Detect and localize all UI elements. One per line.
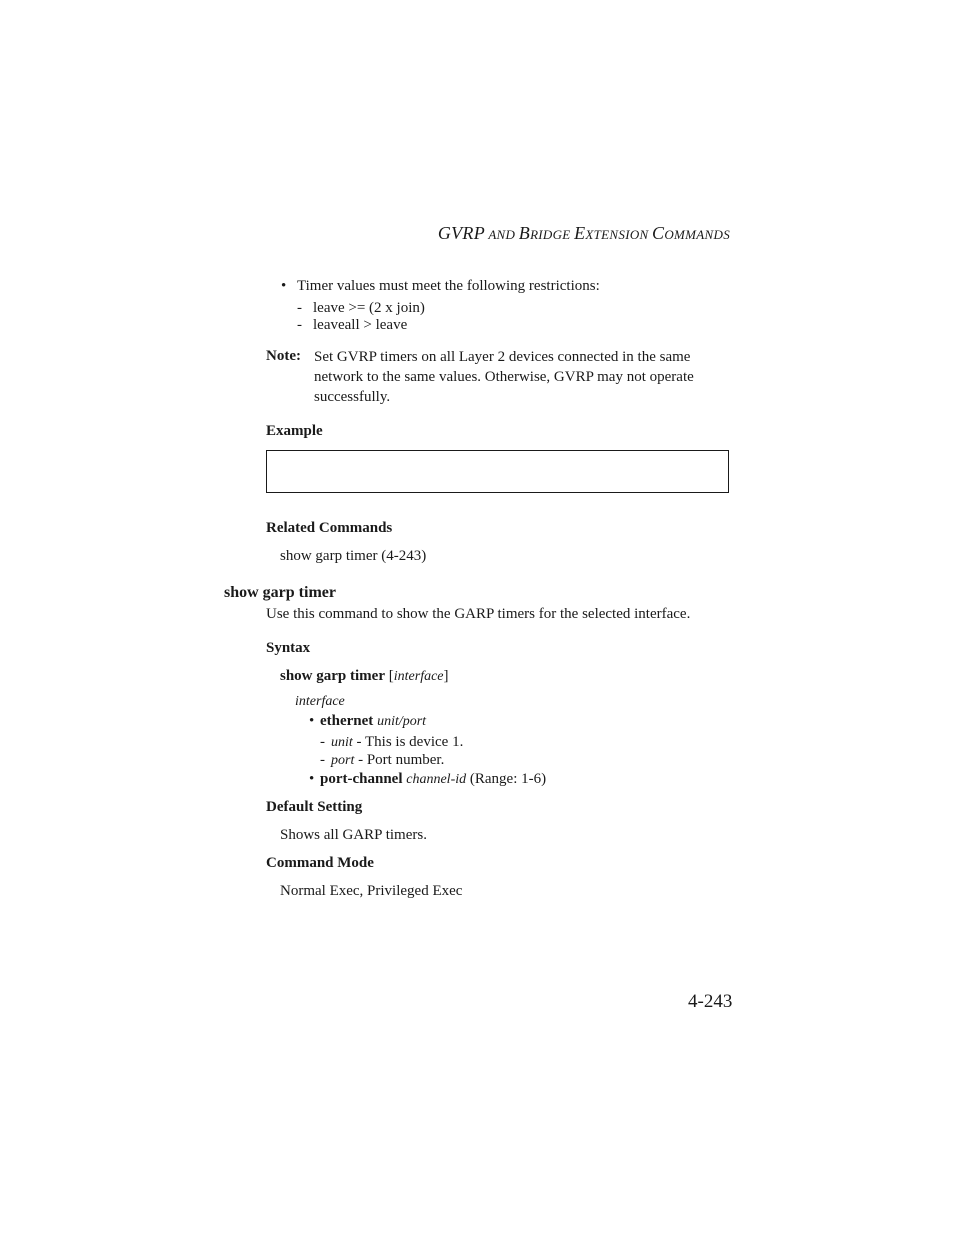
- port-channel-keyword: port-channel: [320, 771, 403, 787]
- ethernet-option: [320, 712, 426, 731]
- command-description: Use this command to show the GARP timers for the selected interface.: [266, 606, 691, 622]
- port-channel-range: (Range: 1-6): [466, 771, 547, 787]
- dash-icon: -: [320, 734, 325, 750]
- syntax-param: interface: [393, 669, 444, 684]
- header-and: AND: [485, 227, 519, 242]
- syntax-line: [280, 667, 449, 686]
- port-desc: - Port number.: [354, 752, 445, 768]
- restrictions-intro: Timer values must meet the following restrictions:: [297, 278, 600, 294]
- default-setting-heading: Default Setting: [266, 799, 363, 815]
- dash-icon: -: [297, 317, 302, 333]
- header-ommands: OMMANDS: [664, 227, 730, 242]
- bullet-icon: •: [309, 713, 315, 729]
- example-heading: Example: [266, 423, 323, 439]
- note-label: Note:: [266, 348, 301, 364]
- running-header: [438, 223, 730, 245]
- related-commands-heading: Related Commands: [266, 520, 393, 536]
- header-gvrp: GVRP: [437, 223, 485, 243]
- note-text: Set GVRP timers on all Layer 2 devices connected in the same network to the same values. Otherwise, GVRP may not operate successfully.: [314, 349, 694, 405]
- unit-name: unit: [331, 735, 353, 750]
- header-xtension: XTENSION: [585, 227, 653, 242]
- related-command-link: show garp timer (4-243): [280, 548, 427, 564]
- bullet-icon: •: [281, 278, 287, 294]
- command-title: show garp timer: [224, 584, 336, 601]
- unit-desc: - This is device 1.: [352, 734, 464, 750]
- command-mode-text: Normal Exec, Privileged Exec: [280, 883, 463, 899]
- param-label: interface: [295, 694, 345, 709]
- example-code-box: [266, 450, 729, 493]
- header-e: E: [574, 223, 586, 243]
- header-c: C: [652, 223, 665, 243]
- dash-icon: -: [297, 300, 302, 316]
- syntax-bracket: [: [385, 668, 394, 684]
- syntax-heading: Syntax: [266, 640, 311, 656]
- command-mode-heading: Command Mode: [266, 855, 374, 871]
- syntax-command: show garp timer: [280, 668, 385, 684]
- unit-item: [331, 733, 463, 752]
- ethernet-arg: unit/port: [377, 714, 427, 729]
- page-number: 4-243: [688, 991, 733, 1012]
- port-channel-arg: channel-id: [406, 772, 467, 787]
- restriction-item: leaveall > leave: [313, 317, 408, 333]
- port-name: port: [331, 753, 355, 768]
- bullet-icon: •: [309, 771, 315, 787]
- dash-icon: -: [320, 752, 325, 768]
- header-ridge: RIDGE: [530, 227, 575, 242]
- header-b: B: [518, 223, 531, 243]
- ethernet-keyword: ethernet: [320, 713, 374, 729]
- port-channel-option: [320, 770, 546, 789]
- default-setting-text: Shows all GARP timers.: [280, 827, 427, 843]
- syntax-bracket: ]: [443, 668, 449, 684]
- port-item: [331, 751, 444, 770]
- restriction-item: leave >= (2 x join): [313, 300, 425, 316]
